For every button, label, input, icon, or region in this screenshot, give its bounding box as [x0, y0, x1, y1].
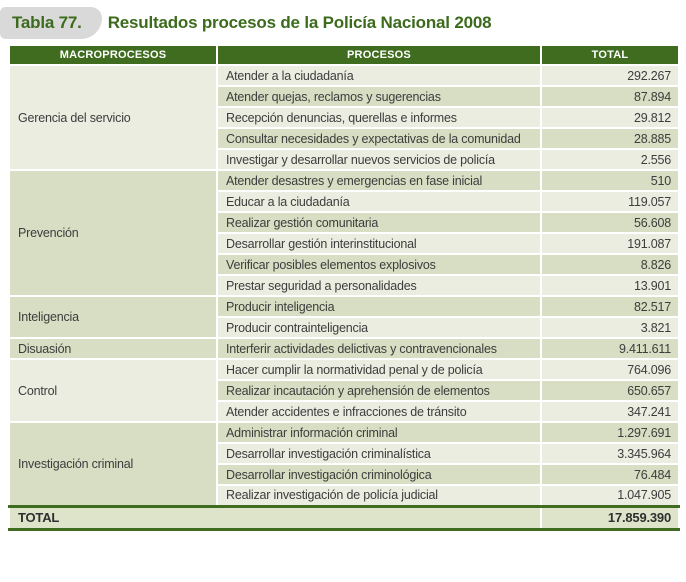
total-cell: 87.894 [541, 86, 679, 107]
proceso-cell: Desarrollar gestión interinstitucional [217, 233, 541, 254]
total-cell: 292.267 [541, 65, 679, 86]
proceso-cell: Realizar incautación y aprehensión de elementos [217, 380, 541, 401]
total-cell: 347.241 [541, 401, 679, 422]
proceso-cell: Atender quejas, reclamos y sugerencias [217, 86, 541, 107]
proceso-cell: Atender accidentes e infracciones de tránsito [217, 401, 541, 422]
proceso-cell: Interferir actividades delictivas y contravencionales [217, 338, 541, 359]
total-cell: 82.517 [541, 296, 679, 317]
total-cell: 510 [541, 170, 679, 191]
total-cell: 9.411.611 [541, 338, 679, 359]
proceso-cell: Desarrollar investigación criminológica [217, 464, 541, 485]
table-body [9, 65, 679, 506]
total-cell: 8.826 [541, 254, 679, 275]
total-cell: 2.556 [541, 149, 679, 170]
table-row [9, 359, 679, 380]
proceso-cell: Educar a la ciudadanía [217, 191, 541, 212]
table-row [9, 65, 679, 86]
proceso-cell: Producir inteligencia [217, 296, 541, 317]
proceso-cell: Atender a la ciudadanía [217, 65, 541, 86]
table-footer [9, 506, 679, 529]
proceso-cell: Producir contrainteligencia [217, 317, 541, 338]
macroproceso-cell: Investigación criminal [9, 422, 217, 506]
proceso-cell: Administrar información criminal [217, 422, 541, 443]
page-title: Resultados procesos de la Policía Nacional 2008 [107, 13, 492, 32]
total-cell: 76.484 [541, 464, 679, 485]
total-value: 17.859.390 [541, 506, 679, 529]
table-number-badge: Tabla 77. [0, 7, 102, 39]
proceso-cell: Prestar seguridad a personalidades [217, 275, 541, 296]
total-cell: 119.057 [541, 191, 679, 212]
macroproceso-cell: Prevención [9, 170, 217, 296]
proceso-cell: Atender desastres y emergencias en fase inicial [217, 170, 541, 191]
total-cell: 1.297.691 [541, 422, 679, 443]
total-cell: 650.657 [541, 380, 679, 401]
total-row [9, 506, 679, 529]
total-cell: 56.608 [541, 212, 679, 233]
macroproceso-cell: Gerencia del servicio [9, 65, 217, 170]
proceso-cell: Realizar gestión comunitaria [217, 212, 541, 233]
column-header: PROCESOS [217, 45, 541, 65]
table-row [9, 296, 679, 317]
total-label: TOTAL [9, 506, 541, 529]
table-row [9, 422, 679, 443]
proceso-cell: Realizar investigación de policía judicial [217, 485, 541, 506]
macroproceso-cell: Inteligencia [9, 296, 217, 338]
results-table [8, 44, 680, 531]
column-header: TOTAL [541, 45, 679, 65]
total-cell: 28.885 [541, 128, 679, 149]
table-title [0, 7, 678, 39]
total-cell: 29.812 [541, 107, 679, 128]
total-cell: 3.345.964 [541, 443, 679, 464]
proceso-cell: Investigar y desarrollar nuevos servicios de policía [217, 149, 541, 170]
proceso-cell: Hacer cumplir la normatividad penal y de policía [217, 359, 541, 380]
total-cell: 13.901 [541, 275, 679, 296]
total-cell: 1.047.905 [541, 485, 679, 506]
macroproceso-cell: Disuasión [9, 338, 217, 359]
table-header [9, 45, 679, 65]
proceso-cell: Desarrollar investigación criminalística [217, 443, 541, 464]
proceso-cell: Consultar necesidades y expectativas de la comunidad [217, 128, 541, 149]
column-header: MACROPROCESOS [9, 45, 217, 65]
proceso-cell: Verificar posibles elementos explosivos [217, 254, 541, 275]
proceso-cell: Recepción denuncias, querellas e informes [217, 107, 541, 128]
header-row [9, 45, 679, 65]
table-row [9, 170, 679, 191]
macroproceso-cell: Control [9, 359, 217, 422]
table-row [9, 338, 679, 359]
total-cell: 3.821 [541, 317, 679, 338]
total-cell: 191.087 [541, 233, 679, 254]
total-cell: 764.096 [541, 359, 679, 380]
